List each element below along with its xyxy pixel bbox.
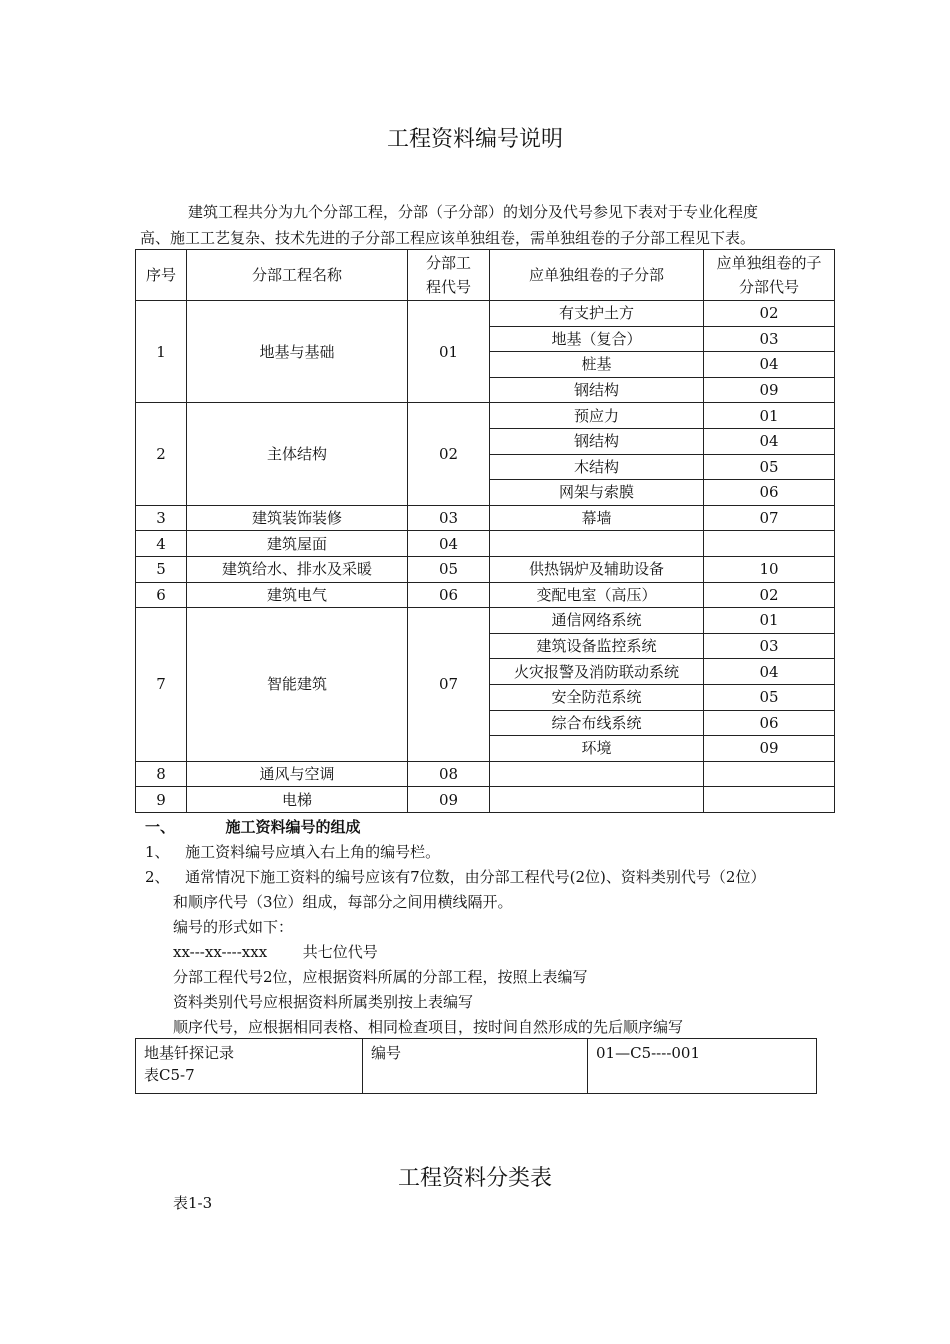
row-sub-division: 网架与索膜 xyxy=(490,480,704,506)
table-reference: 表1-3 xyxy=(173,1194,213,1212)
table-row xyxy=(136,582,835,608)
row-sub-division: 建筑设备监控系统 xyxy=(490,633,704,659)
row-sub-division: 地基（复合） xyxy=(490,326,704,352)
table-row xyxy=(136,505,835,531)
example-code-table xyxy=(135,1038,817,1094)
table-header-row xyxy=(136,250,835,301)
row-sub-division-code: 04 xyxy=(704,428,835,454)
form-code: xx---xx----xxx xyxy=(173,943,268,961)
item-2-number: 2、 xyxy=(145,868,170,886)
row-sub-division-code: 05 xyxy=(704,454,835,480)
row-division-code: 01 xyxy=(408,301,490,403)
row-division-name: 建筑电气 xyxy=(187,582,408,608)
row-division-name: 电梯 xyxy=(187,787,408,813)
row-division-name: 主体结构 xyxy=(187,403,408,505)
table-row xyxy=(136,531,835,557)
row-division-name: 地基与基础 xyxy=(187,301,408,403)
row-sub-division xyxy=(490,761,704,787)
item-2-text-b: 和顺序代号（3位）组成，每部分之间用横线隔开。 xyxy=(173,893,513,911)
row-division-code: 06 xyxy=(408,582,490,608)
classification-title: 工程资料分类表 xyxy=(397,1166,552,1191)
item-1 xyxy=(145,839,440,865)
row-sub-division-code xyxy=(704,787,835,813)
row-seq: 2 xyxy=(136,403,187,505)
section-title: 施工资料编号的组成 xyxy=(225,818,361,836)
rule-division-code: 分部工程代号2位，应根据资料所属的分部工程，按照上表编写 xyxy=(173,968,588,986)
rule-category-code: 资料类别代号应根据资料所属类别按上表编写 xyxy=(173,993,474,1011)
row-sub-division: 安全防范系统 xyxy=(490,684,704,710)
row-division-name: 通风与空调 xyxy=(187,761,408,787)
table-body xyxy=(136,301,835,813)
table-row xyxy=(136,608,835,634)
header-division-name: 分部工程名称 xyxy=(187,250,408,301)
row-division-code: 05 xyxy=(408,556,490,582)
row-sub-division-code: 03 xyxy=(704,326,835,352)
row-sub-division: 预应力 xyxy=(490,403,704,429)
rule-sequence-code: 顺序代号，应根据相同表格、相同检查项目，按时间自然形成的先后顺序编写 xyxy=(173,1018,684,1036)
row-seq: 3 xyxy=(136,505,187,531)
row-sub-division-code: 01 xyxy=(704,403,835,429)
row-sub-division: 通信网络系统 xyxy=(490,608,704,634)
row-sub-division: 钢结构 xyxy=(490,377,704,403)
row-sub-division: 桩基 xyxy=(490,352,704,378)
row-division-name: 智能建筑 xyxy=(187,608,408,762)
division-code-table xyxy=(135,249,835,813)
row-seq: 9 xyxy=(136,787,187,813)
row-division-name: 建筑给水、排水及采暖 xyxy=(187,556,408,582)
row-division-code: 03 xyxy=(408,505,490,531)
row-sub-division-code xyxy=(704,761,835,787)
row-division-code: 08 xyxy=(408,761,490,787)
row-division-name: 建筑屋面 xyxy=(187,531,408,557)
row-sub-division: 综合布线系统 xyxy=(490,710,704,736)
table-row xyxy=(136,787,835,813)
header-seq: 序号 xyxy=(136,250,187,301)
intro-line-2: 高、施工工艺复杂、技术先进的子分部工程应该单独组卷，需单独组卷的子分部工程见下表。 xyxy=(140,229,756,247)
item-2 xyxy=(145,864,765,890)
example-row xyxy=(136,1039,817,1094)
item-1-text: 施工资料编号应填入右上角的编号栏。 xyxy=(185,843,441,861)
row-sub-division-code: 10 xyxy=(704,556,835,582)
row-sub-division: 木结构 xyxy=(490,454,704,480)
header-sub-division: 应单独组卷的子分部 xyxy=(490,250,704,301)
row-sub-division: 火灾报警及消防联动系统 xyxy=(490,659,704,685)
row-division-code: 02 xyxy=(408,403,490,505)
row-division-code: 04 xyxy=(408,531,490,557)
form-example xyxy=(173,939,378,965)
row-seq: 6 xyxy=(136,582,187,608)
example-form-name: 地基钎探记录 表C5-7 xyxy=(136,1039,363,1094)
row-sub-division-code: 04 xyxy=(704,352,835,378)
section-heading xyxy=(145,814,361,840)
header-sub-division-code: 应单独组卷的子分部代号 xyxy=(704,250,835,301)
intro-paragraph xyxy=(142,199,822,251)
row-seq: 7 xyxy=(136,608,187,762)
row-sub-division-code: 09 xyxy=(704,736,835,762)
row-division-code: 07 xyxy=(408,608,490,762)
row-sub-division-code: 09 xyxy=(704,377,835,403)
table-row xyxy=(136,556,835,582)
item-2-text-a: 通常情况下施工资料的编号应该有7位数，由分部工程代号(2位)、资料类别代号（2位） xyxy=(185,868,766,886)
table-row xyxy=(136,403,835,429)
row-sub-division: 钢结构 xyxy=(490,428,704,454)
row-sub-division xyxy=(490,787,704,813)
row-sub-division xyxy=(490,531,704,557)
page-title: 工程资料编号说明 xyxy=(386,127,563,152)
row-sub-division: 变配电室（高压） xyxy=(490,582,704,608)
row-sub-division-code: 03 xyxy=(704,633,835,659)
form-label: 编号的形式如下： xyxy=(173,918,294,936)
example-code-label: 编号 xyxy=(363,1039,588,1094)
row-sub-division-code xyxy=(704,531,835,557)
row-sub-division-code: 02 xyxy=(704,301,835,327)
row-seq: 4 xyxy=(136,531,187,557)
row-sub-division: 供热锅炉及辅助设备 xyxy=(490,556,704,582)
item-1-number: 1、 xyxy=(145,843,170,861)
row-seq: 5 xyxy=(136,556,187,582)
row-seq: 8 xyxy=(136,761,187,787)
row-seq: 1 xyxy=(136,301,187,403)
header-division-code: 分部工程代号 xyxy=(408,250,490,301)
row-sub-division-code: 07 xyxy=(704,505,835,531)
intro-line-1: 建筑工程共分为九个分部工程，分部（子分部）的划分及代号参见下表对于专业化程度 xyxy=(188,203,759,221)
row-sub-division-code: 06 xyxy=(704,480,835,506)
section-number: 一、 xyxy=(145,818,176,836)
example-code-value: 01—C5----001 xyxy=(588,1039,817,1094)
row-sub-division: 环境 xyxy=(490,736,704,762)
row-sub-division: 幕墙 xyxy=(490,505,704,531)
row-sub-division-code: 05 xyxy=(704,684,835,710)
form-note: 共七位代号 xyxy=(302,943,378,961)
row-sub-division: 有支护土方 xyxy=(490,301,704,327)
table-row xyxy=(136,761,835,787)
row-sub-division-code: 04 xyxy=(704,659,835,685)
row-sub-division-code: 01 xyxy=(704,608,835,634)
row-division-code: 09 xyxy=(408,787,490,813)
table-row xyxy=(136,301,835,327)
row-division-name: 建筑装饰装修 xyxy=(187,505,408,531)
row-sub-division-code: 02 xyxy=(704,582,835,608)
row-sub-division-code: 06 xyxy=(704,710,835,736)
